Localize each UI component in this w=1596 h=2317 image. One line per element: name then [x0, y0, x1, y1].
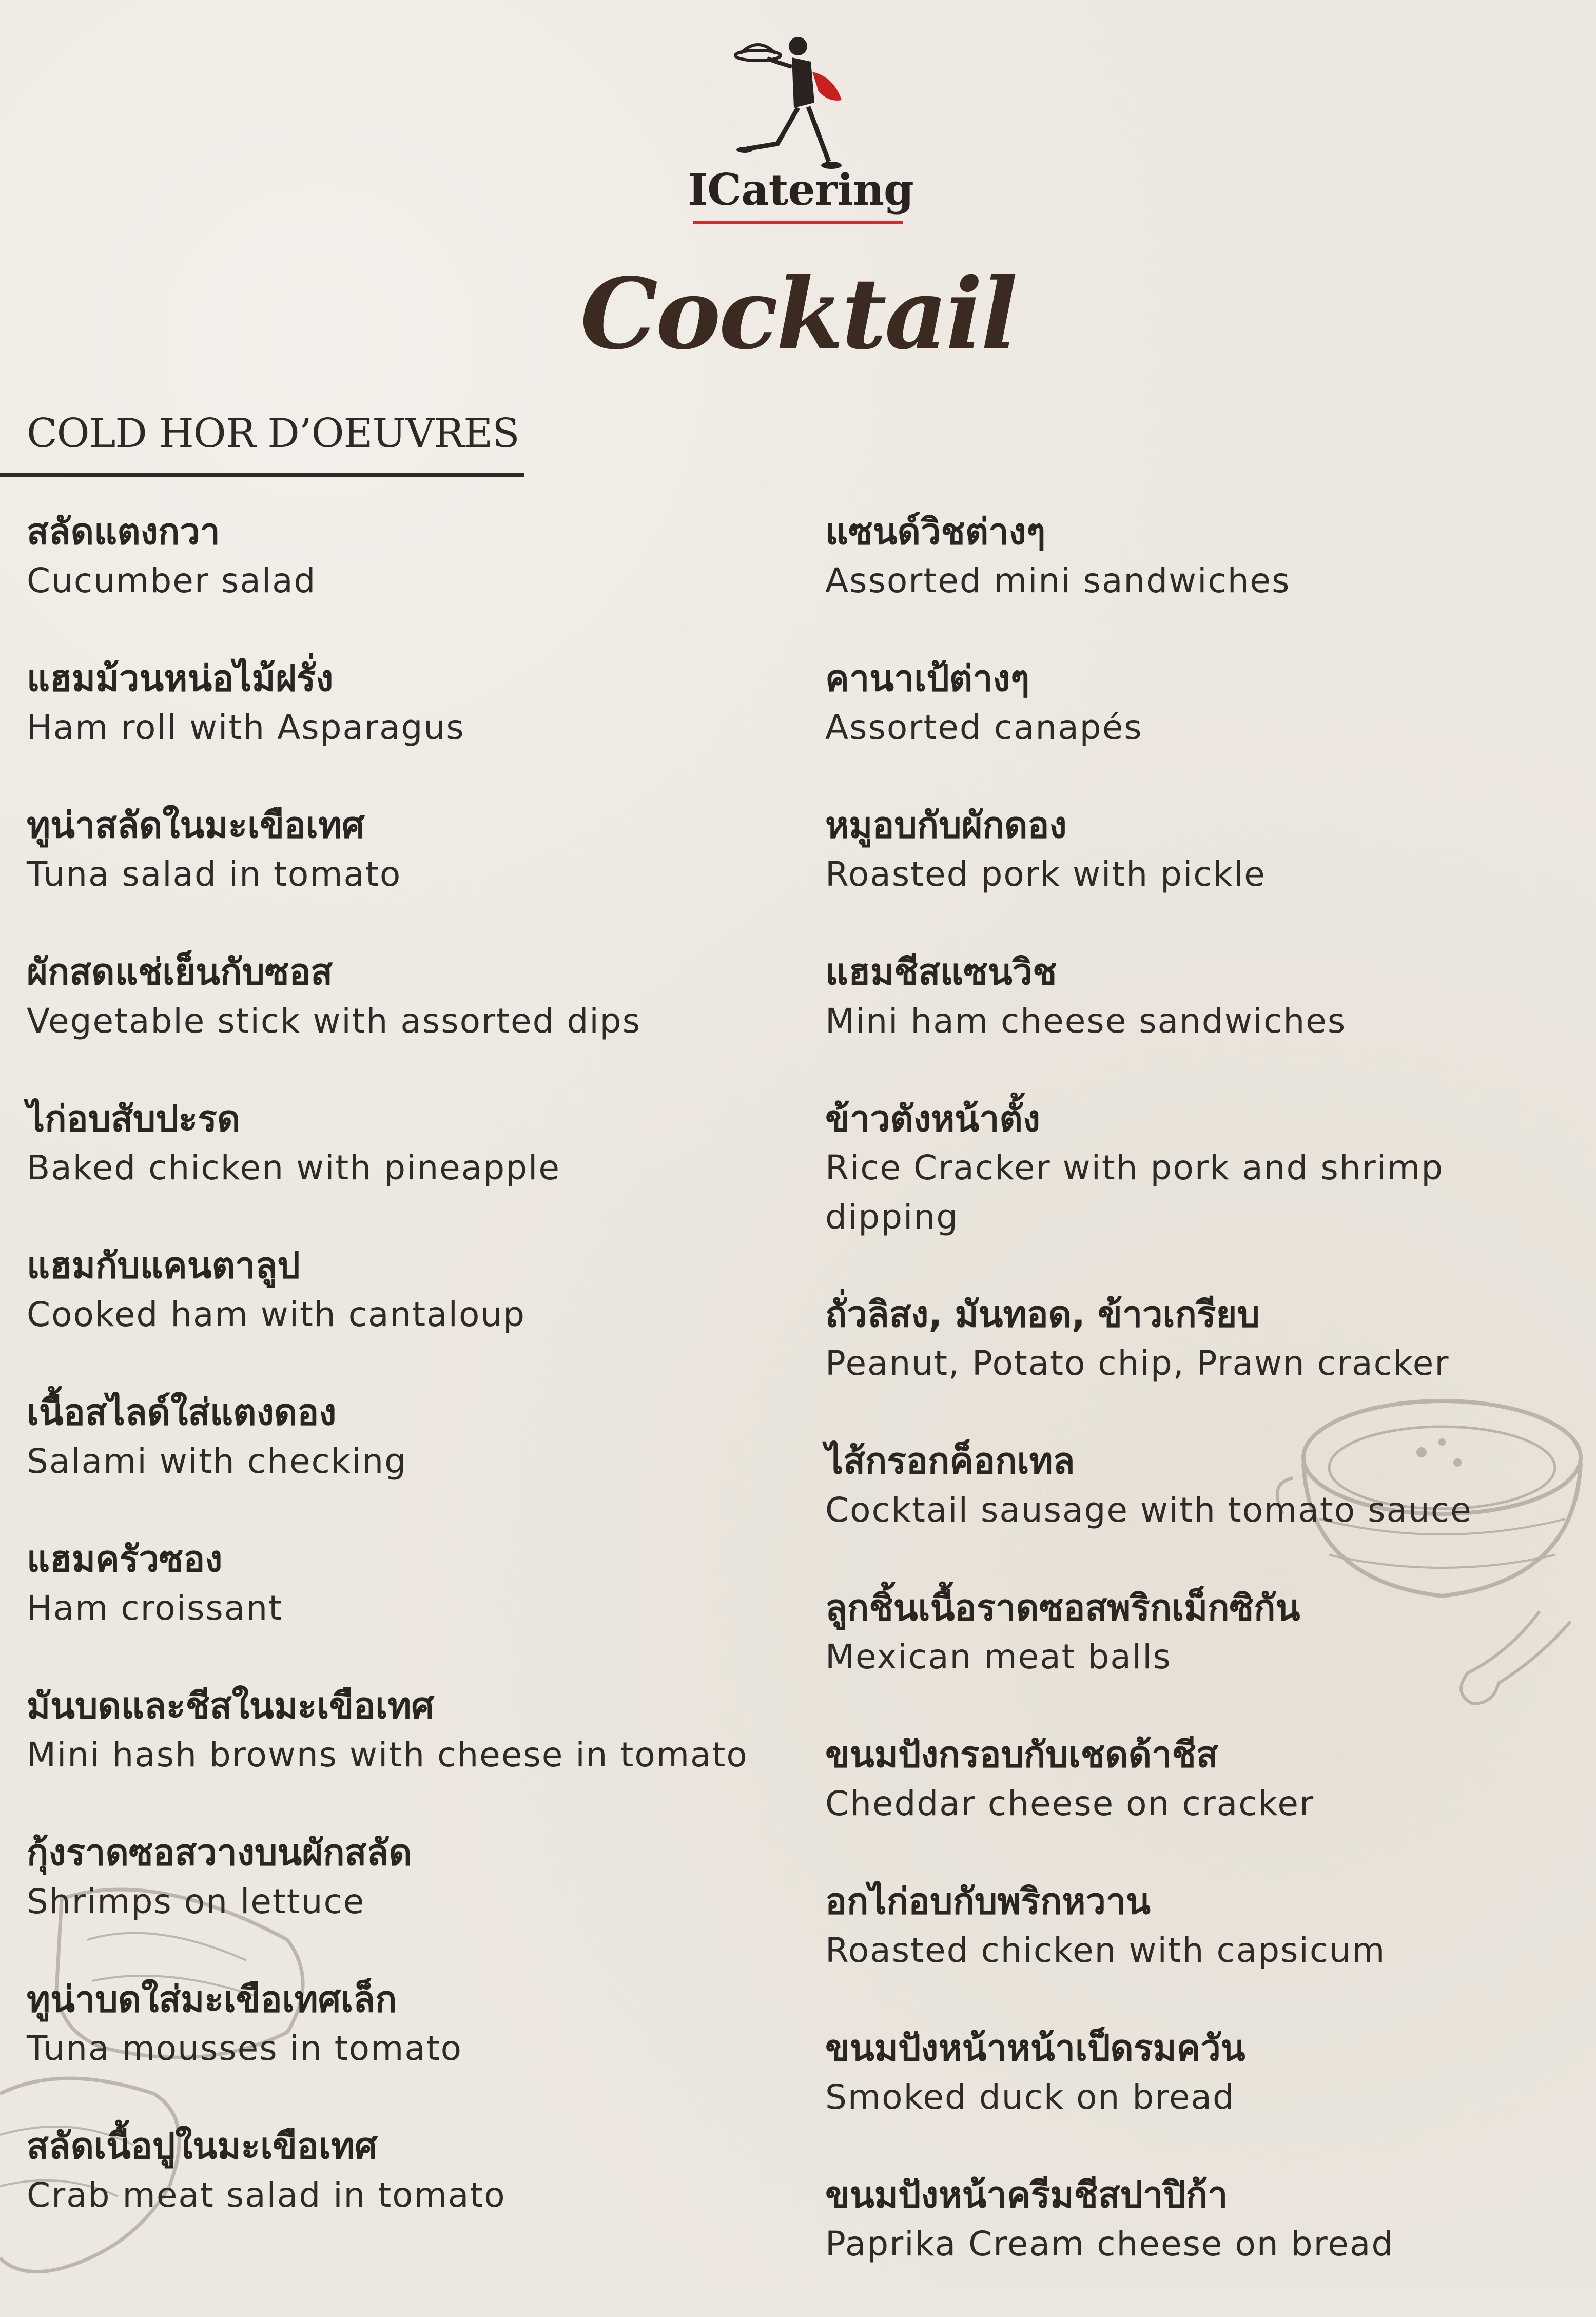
- item-english-name: Ham roll with Asparagus: [27, 708, 465, 747]
- brand-logo: [688, 31, 913, 231]
- item-thai-name: ไส้กรอกค็อกเทล: [825, 1440, 1075, 1482]
- brand-underline: [693, 221, 903, 224]
- item-english-name: Roasted chicken with capsicum: [825, 1931, 1386, 1970]
- list-item: [27, 947, 796, 1094]
- item-thai-name: ขนมปังกรอบกับเชดด้าชีส: [825, 1734, 1218, 1776]
- list-item: [27, 801, 796, 947]
- list-item: [825, 2023, 1569, 2170]
- item-english-name: Tuna mousses in tomato: [27, 2029, 463, 2068]
- item-thai-name: ถั่วลิสง, มันทอด, ข้าวเกรียบ: [825, 1293, 1260, 1335]
- item-english-name: Vegetable stick with assorted dips: [27, 1001, 641, 1041]
- list-item: [825, 947, 1569, 1094]
- item-english-name: Tuna salad in tomato: [27, 854, 402, 894]
- item-english-name: Crab meat salad in tomato: [27, 2175, 506, 2215]
- item-english-name: Cheddar cheese on cracker: [825, 1784, 1315, 1823]
- item-english-name: Cooked ham with cantaloup: [27, 1295, 526, 1334]
- item-thai-name: หมูอบกับผักดอง: [825, 804, 1067, 846]
- menu-column-left: [27, 507, 796, 2268]
- item-thai-name: คานาเป้ต่างๆ: [825, 657, 1030, 699]
- list-item: [825, 654, 1569, 801]
- item-english-name: Assorted mini sandwiches: [825, 561, 1291, 600]
- waiter-logo-icon: [726, 31, 870, 174]
- list-item: [825, 507, 1569, 654]
- item-thai-name: อกไก่อบกับพริกหวาน: [825, 1880, 1151, 1922]
- item-thai-name: กุ้งราดซอสวางบนผักสลัด: [27, 1832, 412, 1874]
- item-english-name: Mexican meat balls: [825, 1637, 1172, 1677]
- item-thai-name: แฮมม้วนหน่อไม้ฝรั่ง: [27, 657, 334, 699]
- item-thai-name: แฮมชีสแซนวิช: [825, 951, 1057, 993]
- item-english-name: Rice Cracker with pork and shrimp dipping: [825, 1148, 1444, 1237]
- list-item: [27, 1388, 796, 1534]
- list-item: [27, 1534, 796, 1681]
- item-thai-name: ทูน่าสลัดในมะเขือเทศ: [27, 804, 365, 846]
- item-english-name: Cucumber salad: [27, 561, 317, 600]
- list-item: [27, 654, 796, 801]
- list-item: [825, 1583, 1569, 1730]
- menu-column-right: [825, 507, 1569, 2317]
- section-divider: [0, 473, 524, 477]
- item-thai-name: ขนมปังหน้าหน้าเป็ดรมควัน: [825, 2027, 1245, 2069]
- list-item: [27, 2121, 796, 2268]
- list-item: [27, 1975, 796, 2121]
- list-item: [825, 1290, 1569, 1436]
- item-english-name: Paprika Cream cheese on bread: [825, 2224, 1394, 2264]
- item-thai-name: แฮมกับแคนตาลูป: [27, 1244, 300, 1287]
- item-english-name: Salami with checking: [27, 1442, 407, 1481]
- list-item: [27, 1094, 796, 1241]
- item-english-name: Shrimps on lettuce: [27, 1882, 365, 1921]
- item-english-name: Roasted pork with pickle: [825, 854, 1266, 894]
- item-thai-name: เนื้อสไลด์ใส่แตงดอง: [27, 1391, 337, 1433]
- list-item: [27, 1681, 796, 1828]
- item-english-name: Mini hash browns with cheese in tomato: [27, 1735, 748, 1775]
- item-english-name: Peanut, Potato chip, Prawn cracker: [825, 1344, 1450, 1383]
- item-english-name: Smoked duck on bread: [825, 2077, 1235, 2117]
- list-item: [27, 1828, 796, 1975]
- section-heading: COLD HOR D’OEUVRES: [27, 411, 519, 457]
- item-thai-name: ขนมปังหน้าครีมชีสปาปิก้า: [825, 2174, 1228, 2216]
- list-item: [825, 1094, 1569, 1290]
- list-item: [825, 2170, 1569, 2317]
- item-thai-name: แซนด์วิชต่างๆ: [825, 511, 1046, 553]
- item-thai-name: สลัดเนื้อปูในมะเขือเทศ: [27, 2125, 378, 2167]
- item-thai-name: แฮมครัวซอง: [27, 1538, 223, 1580]
- brand-name: ICatering: [688, 164, 913, 215]
- item-thai-name: ข้าวตังหน้าตั้ง: [825, 1098, 1041, 1140]
- item-english-name: Ham croissant: [27, 1588, 283, 1628]
- list-item: [825, 1436, 1569, 1583]
- item-english-name: Assorted canapés: [825, 708, 1143, 747]
- item-english-name: Cocktail sausage with tomato sauce: [825, 1490, 1472, 1530]
- page-title: Cocktail: [580, 257, 1016, 371]
- list-item: [825, 1730, 1569, 1877]
- item-thai-name: ไก่อบสับปะรด: [27, 1098, 241, 1140]
- list-item: [27, 507, 796, 654]
- item-thai-name: สลัดแตงกวา: [27, 511, 220, 553]
- item-thai-name: ลูกชิ้นเนื้อราดซอสพริกเม็กซิกัน: [825, 1587, 1300, 1629]
- item-thai-name: มันบดและชีสในมะเขือเทศ: [27, 1685, 434, 1727]
- item-thai-name: ทูน่าบดใส่มะเขือเทศเล็ก: [27, 1978, 397, 2020]
- item-english-name: Mini ham cheese sandwiches: [825, 1001, 1347, 1041]
- list-item: [825, 801, 1569, 947]
- list-item: [27, 1241, 796, 1388]
- item-thai-name: ผักสดแช่เย็นกับซอส: [27, 951, 333, 993]
- item-english-name: Baked chicken with pineapple: [27, 1148, 560, 1187]
- list-item: [825, 1877, 1569, 2023]
